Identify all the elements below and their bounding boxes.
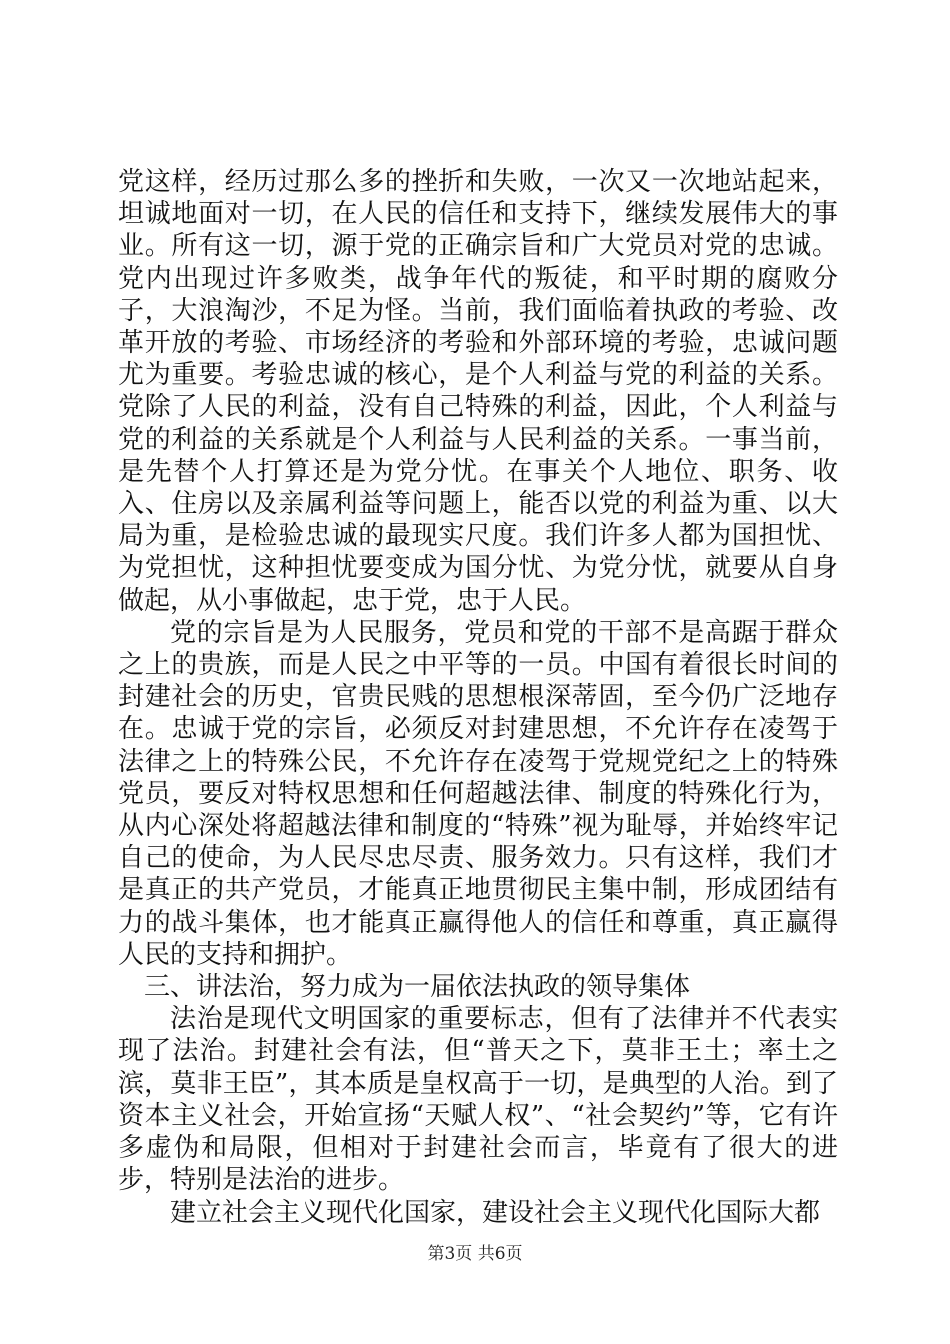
page-number-footer: 第3页 共6页	[427, 1244, 523, 1264]
paragraph-loyalty-continued: 党这样，经历过那么多的挫折和失败，一次又一次地站起来，坦诚地面对一切，在人民的信任和支持下，继续发展伟大的事业。所有这一切，源于党的正确宗旨和广大党员对党的忠诚。党内出现过许多败类，战争年代的叛徒，和平时期的腐败分子，大浪淘沙，不足为怪。当前，我们面临着执政的考验、改革开放的考验、市场经济的考验和外部环境的考验，忠诚问题尤为重要。考验忠诚的核心，是个人利益与党的利益的关系。党除了人民的利益，没有自己特殊的利益，因此，个人利益与党的利益的关系就是个人利益与人民利益的关系。一事当前，是先替个人打算还是为党分忧。在事关个人地位、职务、收入、住房以及亲属利益等问题上，能否以党的利益为重、以大局为重，是检验忠诚的最现实尺度。我们许多人都为国担忧、为党担忧，这种担忧要变成为国分忧、为党分忧，就要从自身做起，从小事做起，忠于党，忠于人民。	[118, 167, 838, 616]
section-heading-rule-of-law: 三、讲法治，努力成为一届依法执政的领导集体	[144, 972, 691, 1003]
document-body	[118, 166, 838, 1229]
paragraph-modernization: 建立社会主义现代化国家，建设社会主义现代化国际大都	[170, 1197, 821, 1228]
paragraph-party-purpose: 党的宗旨是为人民服务，党员和党的干部不是高踞于群众之上的贵族，而是人民之中平等的一员。中国有着很长时间的封建社会的历史，官贵民贱的思想根深蒂固，至今仍广泛地存在。忠诚于党的宗旨，必须反对封建思想，不允许存在凌驾于法律之上的特殊公民，不允许存在凌驾于党规党纪之上的特殊党员，要反对特权思想和任何超越法律、制度的特殊化行为，从内心深处将超越法律和制度的“特殊”视为耻辱，并始终牢记自己的使命，为人民尽忠尽责、服务效力。只有这样，我们才是真正的共产党员，才能真正地贯彻民主集中制，形成团结有力的战斗集体，也才能真正赢得他人的信任和尊重，真正赢得人民的支持和拥护。	[118, 617, 838, 970]
paragraph-rule-of-law: 法治是现代文明国家的重要标志，但有了法律并不代表实现了法治。封建社会有法，但“普天之下，莫非王土；率土之滨，莫非王臣”，其本质是皇权高于一切，是典型的人治。到了资本主义社会，开始宣扬“天赋人权”、“社会契约”等，它有许多虚伪和局限，但相对于封建社会而言，毕竟有了很大的进步，特别是法治的进步。	[118, 1004, 838, 1196]
